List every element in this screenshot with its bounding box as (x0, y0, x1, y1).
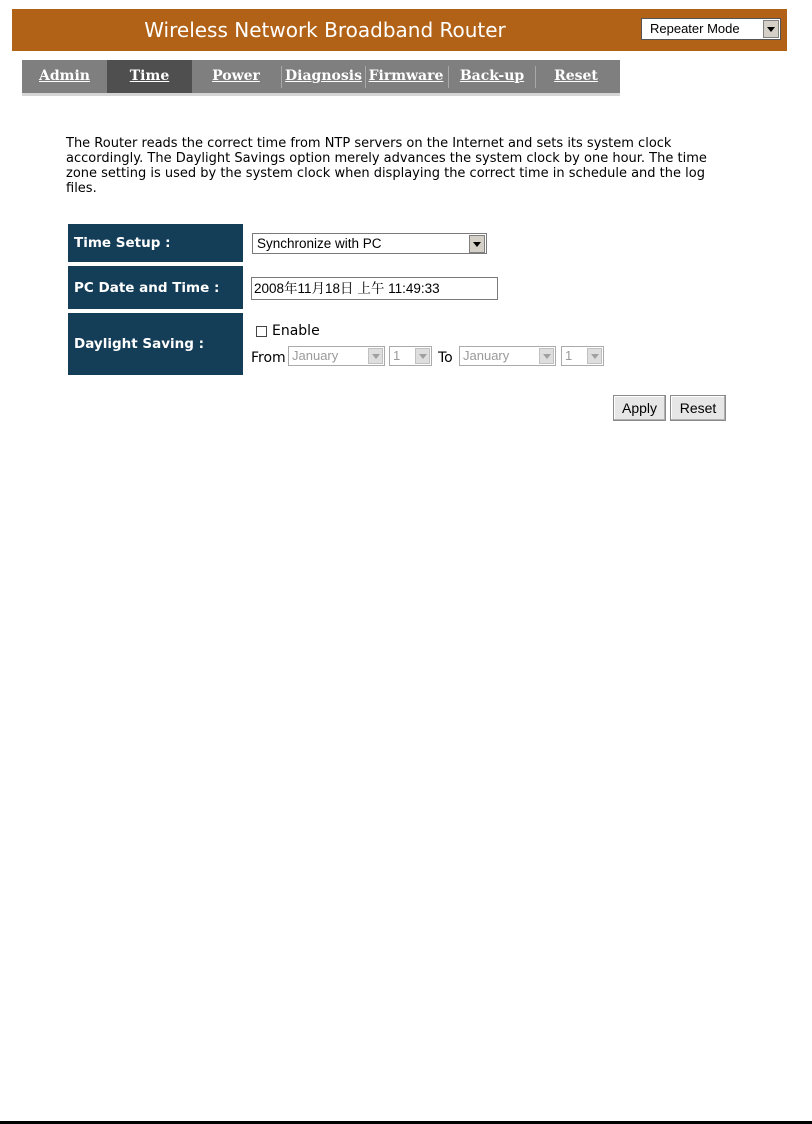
tab-diagnosis[interactable]: Diagnosis (285, 68, 362, 84)
reset-button[interactable]: Reset (670, 395, 726, 421)
tab-bar (22, 60, 620, 93)
to-month-value: January (463, 348, 510, 363)
mode-select-value: Repeater Mode (650, 21, 740, 36)
daylight-saving-label: Daylight Saving : (68, 313, 243, 375)
tab-firmware[interactable]: Firmware (368, 68, 444, 84)
tab-power[interactable]: Power (212, 68, 260, 84)
to-day-value: 1 (565, 348, 573, 363)
from-month-value: January (292, 348, 339, 363)
chevron-down-icon[interactable] (469, 235, 485, 253)
to-month-select[interactable] (459, 346, 556, 366)
app-title: Wireless Network Broadband Router (144, 18, 506, 42)
tab-time[interactable]: Time (107, 60, 192, 93)
from-day-value: 1 (393, 348, 401, 363)
daylight-enable-checkbox[interactable] (256, 326, 267, 337)
chevron-down-icon[interactable] (539, 348, 554, 364)
daylight-enable-label: Enable (272, 323, 320, 339)
pc-date-time-field[interactable] (251, 277, 498, 300)
tab-backup[interactable]: Back-up (459, 68, 525, 84)
to-day-select[interactable] (561, 346, 604, 366)
header-bar (12, 9, 787, 51)
from-day-select[interactable] (389, 346, 432, 366)
time-setup-select[interactable] (252, 233, 487, 254)
time-setup-label: Time Setup : (68, 224, 243, 262)
from-label: From (251, 350, 286, 366)
tab-reset[interactable]: Reset (554, 68, 598, 84)
pc-date-time-value: 2008年11月18日 上午 11:49:33 (254, 281, 440, 296)
pc-date-time-label: PC Date and Time : (68, 266, 243, 309)
to-label: To (438, 350, 453, 366)
from-month-select[interactable] (288, 346, 385, 366)
chevron-down-icon[interactable] (415, 348, 430, 364)
mode-select[interactable] (641, 18, 781, 40)
chevron-down-icon[interactable] (763, 20, 779, 38)
tab-bar-shadow (22, 93, 620, 96)
tab-admin[interactable]: Admin (39, 68, 90, 84)
chevron-down-icon[interactable] (587, 348, 602, 364)
chevron-down-icon[interactable] (368, 348, 383, 364)
page-description: The Router reads the correct time from NTP servers on the Internet and sets its system clock accordingly. The Daylight Savings option merely advances the system clock by one hour. The time zone setting is used by the system clock when displaying the correct time in schedule and the log files. (66, 136, 707, 196)
time-setup-value: Synchronize with PC (257, 236, 382, 251)
apply-button[interactable]: Apply (613, 395, 666, 421)
